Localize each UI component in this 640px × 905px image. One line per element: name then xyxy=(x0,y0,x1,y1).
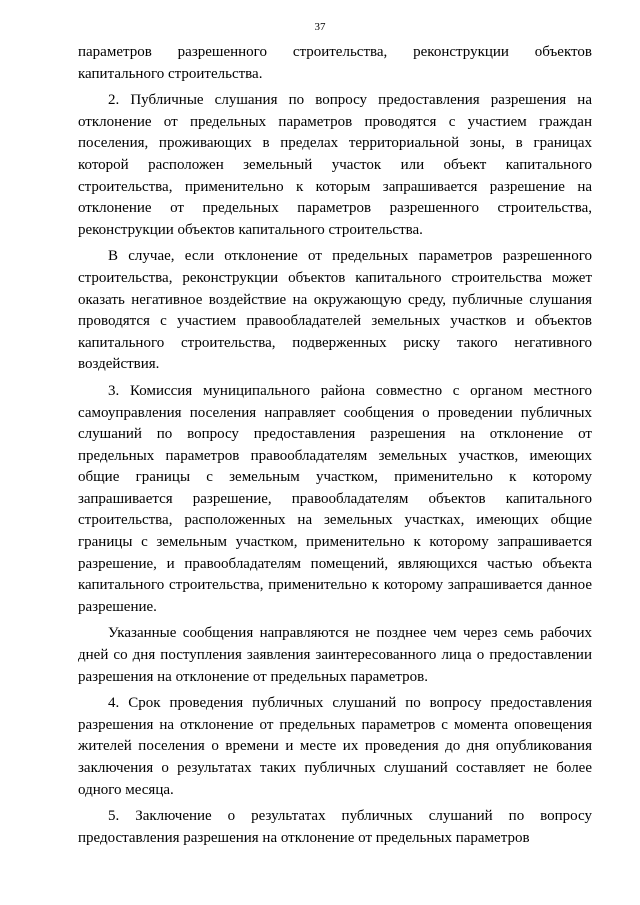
page-number: 37 xyxy=(314,21,326,33)
paragraph-item-5: 5. Заключение о результатах публичных слушаний по вопросу предоставления разрешения на отклонение от предельных параметров xyxy=(78,808,592,846)
paragraph-item-4: 4. Срок проведения публичных слушаний по вопросу предоставления разрешения на отклонение от предельных параметров с момента оповещения жителей поселения о времени и месте их проведения до дня опубликования заключения о результатах таких публичных слушаний составляет не более одного месяца. xyxy=(78,695,592,798)
paragraph-item-2: 2. Публичные слушания по вопросу предоставления разрешения на отклонение от предельных параметров проводятся с участием граждан поселения, проживающих в пределах территориальной зоны, в границах которой расположен земельный участок или объект капитального строительства, применительно к которым запрашивается разрешение на отклонение от предельных параметров разрешенного строительства, реконструкции объектов капитального строительства. xyxy=(78,92,592,238)
paragraph-continuation: параметров разрешенного строительства, реконструкции объектов капитального строительства. xyxy=(78,44,592,82)
paragraph-item-3: 3. Комиссия муниципального района совместно с органом местного самоуправления поселения направляет сообщения о проведении публичных слушаний по вопросу предоставления разрешения на отклонение от предельных параметров правообладателям земельных участков, имеющих общие границы с земельным участком, применительно к которому запрашивается разрешение, правообладателям объектов капитального строительства, расположенных на земельных участках, имеющих общие границы с земельным участком, применительно к которому запрашивается разрешение, и правообладателям помещений, являющихся частью объекта капитального строительства, применительно к которому запрашивается данное разрешение. xyxy=(78,382,592,615)
paragraph-notice-deadline: Указанные сообщения направляются не позднее чем через семь рабочих дней со дня поступления заявления заинтересованного лица о предоставлении разрешения на отклонение от предельных параметров. xyxy=(78,625,592,685)
document-body xyxy=(78,42,592,849)
paragraph-negative-impact: В случае, если отклонение от предельных параметров разрешенного строительства, реконструкции объектов капитального строительства может оказать негативное воздействие на окружающую среду, публичные слушания проводятся с участием правообладателей земельных участков и объектов капитального строительства, подверженных риску такого негативного воздействия. xyxy=(78,248,592,373)
